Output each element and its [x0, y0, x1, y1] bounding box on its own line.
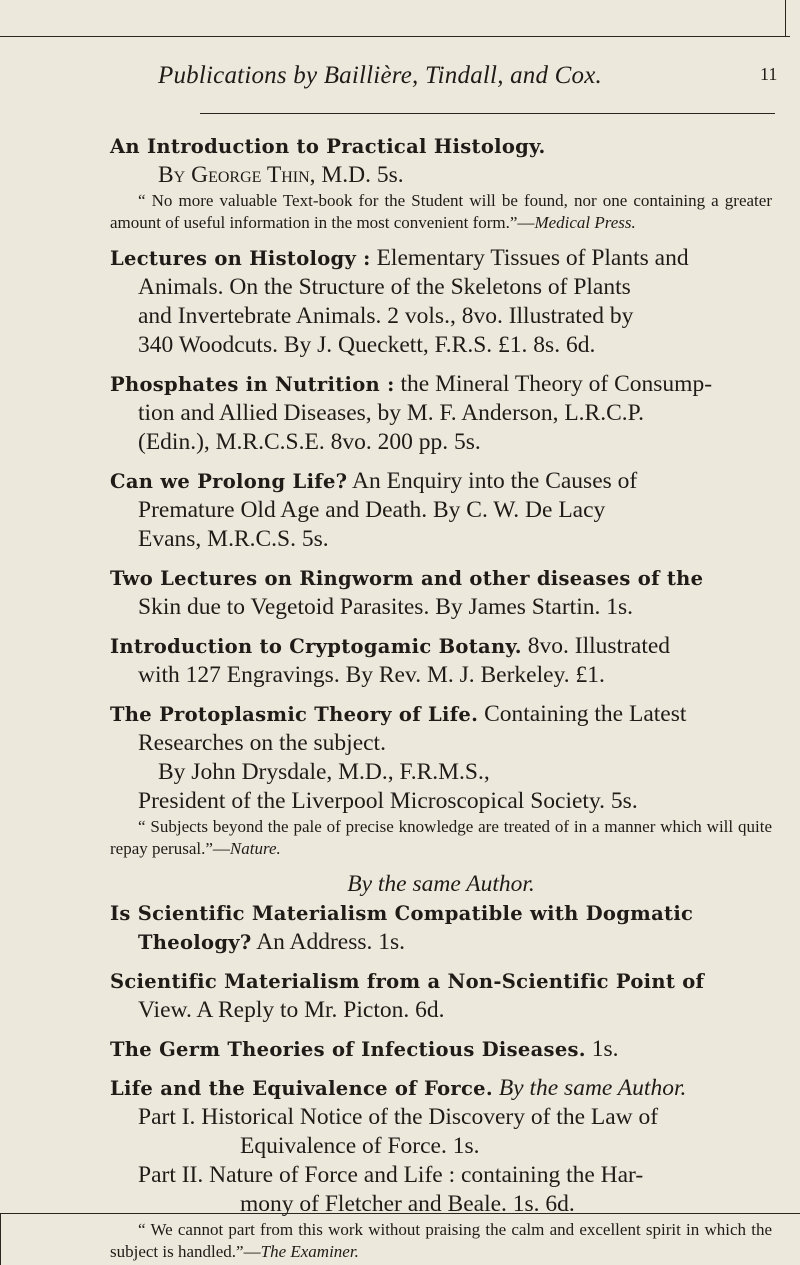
review-quote: “ No more valuable Text-book for the Student will be found, nor one containing a greater amount of useful information in the most convenient form.”—Medical Press. [110, 191, 772, 232]
top-right-rule [785, 0, 786, 36]
entry-line: Animals. On the Structure of the Skeletons of Plants [138, 274, 631, 300]
header-title: Publications by Baillière, Tindall, and Cox. [158, 62, 602, 89]
list-item: Life and the Equivalence of Force. By the same Author. Part I. Historical Notice of the Discovery of the Law of Equivalence of Force. 1s. Part II. Nature of Force and Life : containing the Har- mony of Fletcher and Beale. 1s. 6d. “ We cannot part from this work without praising the calm and excellent spirit in which the subject is handled.”—The Examiner. [110, 1075, 772, 1261]
review-quote: “ Subjects beyond the pale of precise knowledge are treated of in a manner which will quite repay perusal.”—Nature. [110, 817, 772, 858]
page-number: 11 [760, 64, 778, 84]
entry-title: An Introduction to Practical Histology. [110, 135, 546, 158]
entry-line: tion and Allied Diseases, by M. F. Anderson, L.R.C.P. [138, 400, 644, 426]
quote-source: Medical Press. [534, 213, 636, 232]
entry-price: 5s. [376, 162, 404, 188]
entry-line: View. A Reply to Mr. Picton. 6d. [138, 997, 445, 1023]
review-quote: “ We cannot part from this work without praising the calm and excellent spirit in which the subject is handled.”—The Examiner. [110, 1220, 772, 1261]
entry-title: Phosphates in Nutrition : [110, 373, 395, 396]
entry-line: President of the Liverpool Microscopical Society. 5s. [138, 788, 638, 814]
list-item: Introduction to Cryptogamic Botany. 8vo. Illustrated with 127 Engravings. By Rev. M. J. Berkeley. £1. [110, 632, 772, 690]
list-item [110, 132, 772, 234]
publication-list [110, 132, 772, 1263]
entry-title: The Germ Theories of Infectious Diseases. [110, 1038, 586, 1061]
entry-line: Evans, M.R.C.S. 5s. [138, 526, 329, 552]
list-item: Phosphates in Nutrition : the Mineral Theory of Consump- tion and Allied Diseases, by M. F. Anderson, L.R.C.P. (Edin.), M.R.C.S.E. 8vo. 200 pp. 5s. [110, 370, 772, 457]
entry-line: and Invertebrate Animals. 2 vols., 8vo. Illustrated by [138, 303, 634, 329]
entry-title: Can we Prolong Life? [110, 470, 348, 493]
quote-source: The Examiner. [260, 1242, 359, 1261]
entry-title: Two Lectures on Ringworm and other diseases of the [110, 567, 704, 590]
running-header [0, 62, 800, 102]
list-item: Is Scientific Materialism Compatible with Dogmatic Theology? An Address. 1s. [110, 902, 694, 955]
list-item [110, 967, 772, 1025]
entry-author: By John Drysdale, M.D., F.R.M.S., [158, 759, 490, 785]
quote-source: Nature. [229, 839, 281, 858]
entry-line: with 127 Engravings. By Rev. M. J. Berkeley. £1. [138, 662, 605, 688]
entry-line: Part II. Nature of Force and Life : containing the Har- [138, 1162, 644, 1188]
entry-title: Introduction to Cryptogamic Botany. [110, 635, 522, 658]
entry-line: Part I. Historical Notice of the Discovery of the Law of [138, 1104, 659, 1130]
list-item [110, 564, 772, 622]
entry-title: Scientific Materialism from a Non-Scientific Point of [110, 970, 705, 993]
entry-line: Equivalence of Force. 1s. [240, 1133, 480, 1159]
bottom-rule [0, 1213, 800, 1214]
list-item: Can we Prolong Life? An Enquiry into the Causes of Premature Old Age and Death. By C. W. De Lacy Evans, M.R.C.S. 5s. [110, 467, 772, 554]
entry-line: Researches on the subject. [138, 730, 386, 756]
entry-line: (Edin.), M.R.C.S.E. 8vo. 200 pp. 5s. [138, 429, 481, 455]
entry-author: By George Thin, M.D. [158, 162, 372, 188]
list-item: The Protoplasmic Theory of Life. Containing the Latest Researches on the subject. By John Drysdale, M.D., F.R.M.S., President of the Liverpool Microscopical Society. 5s. “ Subjects beyond the pale of precise knowledge are treated of in a manner which will quite repay perusal.”—Nature. [110, 701, 772, 858]
entry-title: Life and the Equivalence of Force. [110, 1077, 493, 1100]
entry-line: Premature Old Age and Death. By C. W. De Lacy [138, 497, 606, 523]
by-same-author: By the same Author. [347, 871, 535, 897]
header-rule [200, 113, 775, 114]
top-rule [0, 36, 790, 37]
entry-line: 340 Woodcuts. By J. Queckett, F.R.S. £1. 8s. 6d. [138, 332, 596, 358]
entry-title: Is Scientific Materialism Compatible with Dogmatic [110, 902, 694, 925]
entry-title: Lectures on Histology : [110, 247, 371, 270]
bottom-left-rule [0, 1213, 1, 1265]
list-item: The Germ Theories of Infectious Diseases. 1s. [110, 1036, 619, 1062]
entry-line: Skin due to Vegetoid Parasites. By James Startin. 1s. [138, 594, 633, 620]
list-item [110, 870, 772, 899]
entry-title: The Protoplasmic Theory of Life. [110, 703, 479, 726]
list-item: Lectures on Histology : Elementary Tissues of Plants and Animals. On the Structure of the Skeletons of Plants and Invertebrate Animals. 2 vols., 8vo. Illustrated by 340 Woodcuts. By J. Queckett, F.R.S. £1. 8s. 6d. [110, 244, 772, 360]
entry-line: mony of Fletcher and Beale. 1s. 6d. [240, 1191, 575, 1217]
